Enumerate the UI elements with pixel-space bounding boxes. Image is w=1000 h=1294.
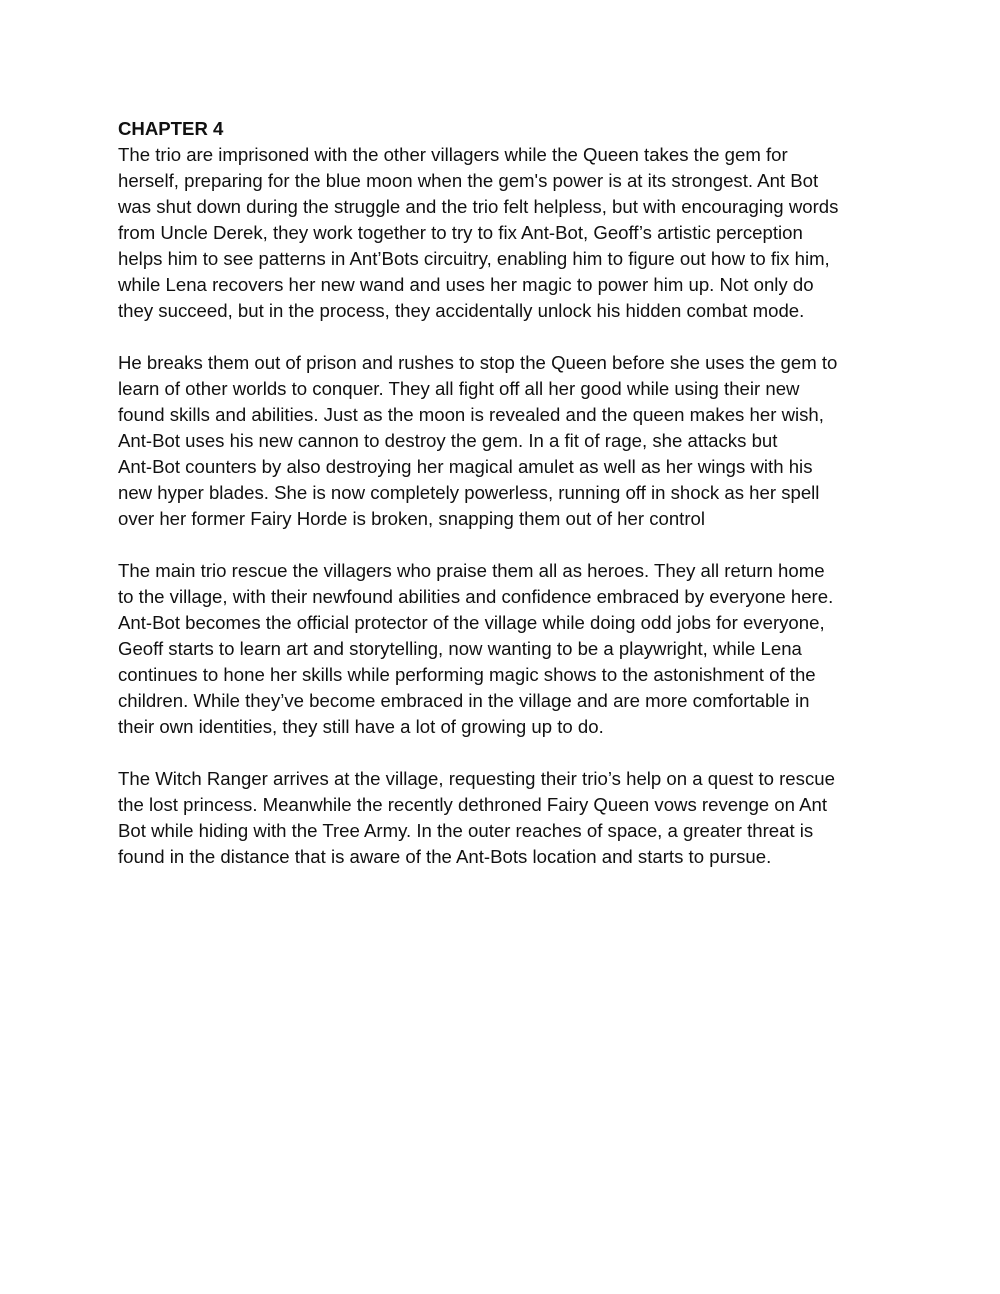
paragraph-line: continues to hone her skills while performing magic shows to the astonishment of the <box>118 664 816 685</box>
paragraph-line: their own identities, they still have a lot of growing up to do. <box>118 716 604 737</box>
paragraph-line: over her former Fairy Horde is broken, snapping them out of her control <box>118 508 706 529</box>
paragraph-line: Ant-Bot becomes the official protector of the village while doing odd jobs for everyone, <box>118 612 825 633</box>
paragraph-line: they succeed, but in the process, they accidentally unlock his hidden combat mode. <box>118 300 805 321</box>
paragraph-line: was shut down during the struggle and the trio felt helpless, but with encouraging words <box>118 196 839 217</box>
paragraph-line: found in the distance that is aware of the Ant-Bots location and starts to pursue. <box>118 846 772 867</box>
paragraph-line: He breaks them out of prison and rushes to stop the Queen before she uses the gem to <box>118 352 838 373</box>
paragraph-2 <box>118 350 888 532</box>
paragraph-line: The Witch Ranger arrives at the village, requesting their trio’s help on a quest to rescue <box>118 768 835 789</box>
paragraph-line: helps him to see patterns in Ant’Bots circuitry, enabling him to figure out how to fix him, <box>118 248 830 269</box>
paragraph-3 <box>118 558 888 740</box>
paragraph-line: Geoff starts to learn art and storytelling, now wanting to be a playwright, while Lena <box>118 638 802 659</box>
document-page <box>118 116 888 896</box>
paragraph-line: the lost princess. Meanwhile the recently dethroned Fairy Queen vows revenge on Ant <box>118 794 828 815</box>
paragraph-line: The main trio rescue the villagers who praise them all as heroes. They all return home <box>118 560 825 581</box>
paragraph-line: learn of other worlds to conquer. They all fight off all her good while using their new <box>118 378 800 399</box>
paragraph-line: children. While they’ve become embraced in the village and are more comfortable in <box>118 690 810 711</box>
paragraph-line: from Uncle Derek, they work together to try to fix Ant-Bot, Geoff’s artistic perception <box>118 222 803 243</box>
paragraph-line: while Lena recovers her new wand and uses her magic to power him up. Not only do <box>118 274 814 295</box>
paragraph-line: new hyper blades. She is now completely powerless, running off in shock as her spell <box>118 482 820 503</box>
paragraph-line: Ant-Bot uses his new cannon to destroy the gem. In a fit of rage, she attacks but <box>118 430 778 451</box>
paragraph-line: found skills and abilities. Just as the moon is revealed and the queen makes her wish, <box>118 404 824 425</box>
paragraph-line: The trio are imprisoned with the other villagers while the Queen takes the gem for <box>118 144 788 165</box>
paragraph-4 <box>118 766 888 870</box>
paragraph-1 <box>118 142 888 324</box>
chapter-heading: CHAPTER 4 <box>118 118 224 139</box>
paragraph-line: Bot while hiding with the Tree Army. In the outer reaches of space, a greater threat is <box>118 820 814 841</box>
paragraph-line: to the village, with their newfound abilities and confidence embraced by everyone here. <box>118 586 834 607</box>
paragraph-line: herself, preparing for the blue moon when the gem's power is at its strongest. Ant Bot <box>118 170 819 191</box>
paragraph-line: Ant-Bot counters by also destroying her magical amulet as well as her wings with his <box>118 456 813 477</box>
